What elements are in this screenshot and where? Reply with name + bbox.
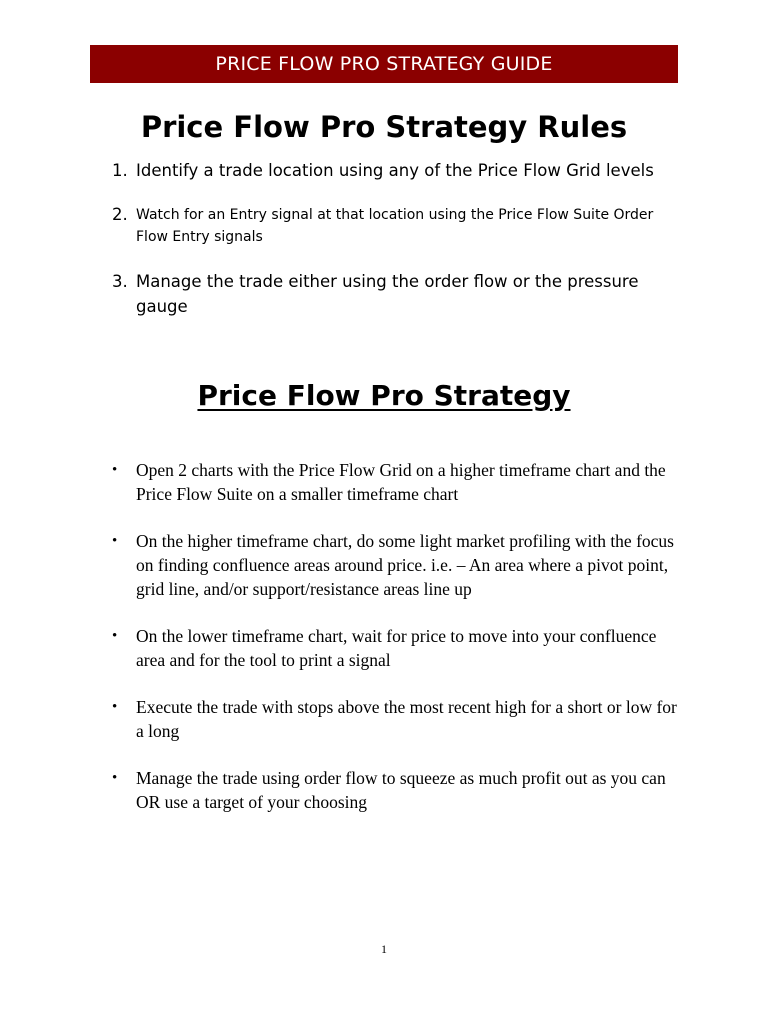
rule-item-3: [112, 269, 672, 319]
rule-item-2: [112, 204, 672, 248]
bullet-icon: •: [112, 533, 118, 549]
bullet-icon: •: [112, 699, 118, 715]
rule-number: 1.: [112, 161, 128, 180]
rules-title: Price Flow Pro Strategy Rules: [140, 110, 628, 144]
bullet-text: Execute the trade with stops above the most recent high for a short or low for a long: [136, 697, 677, 741]
rule-number: 3.: [112, 272, 128, 291]
rule-text: Manage the trade either using the order flow or the pressure gauge: [136, 272, 639, 316]
bullet-text: On the lower timeframe chart, wait for price to move into your confluence area and for the tool to print a signal: [136, 626, 657, 670]
bullet-item-4: [112, 695, 682, 743]
bullet-item-2: [112, 529, 682, 601]
bullet-item-3: [112, 624, 682, 672]
strategy-bullet-list: [112, 458, 682, 837]
rule-text: Identify a trade location using any of the Price Flow Grid levels: [136, 161, 654, 180]
bullet-icon: •: [112, 628, 118, 644]
header-banner: PRICE FLOW PRO STRATEGY GUIDE: [90, 45, 678, 83]
bullet-item-5: [112, 766, 682, 814]
bullet-icon: •: [112, 770, 118, 786]
bullet-item-1: [112, 458, 682, 506]
bullet-text: Open 2 charts with the Price Flow Grid on a higher timeframe chart and the Price Flow Suite on a smaller timeframe chart: [136, 460, 666, 504]
bullet-icon: •: [112, 462, 118, 478]
bullet-text: On the higher timeframe chart, do some light market profiling with the focus on finding confluence areas around price. i.e. – An area where a pivot point, grid line, and/or support/resistance areas line up: [136, 531, 674, 599]
rules-list: [112, 158, 672, 319]
bullet-text: Manage the trade using order flow to squeeze as much profit out as you can OR use a target of your choosing: [136, 768, 666, 812]
rule-text: Watch for an Entry signal at that location using the Price Flow Suite Order Flow Entry signals: [136, 207, 654, 245]
rule-item-1: [112, 158, 672, 184]
page-number: 1: [381, 942, 387, 956]
rule-number: 2.: [112, 205, 128, 224]
strategy-title: Price Flow Pro Strategy: [197, 379, 571, 412]
